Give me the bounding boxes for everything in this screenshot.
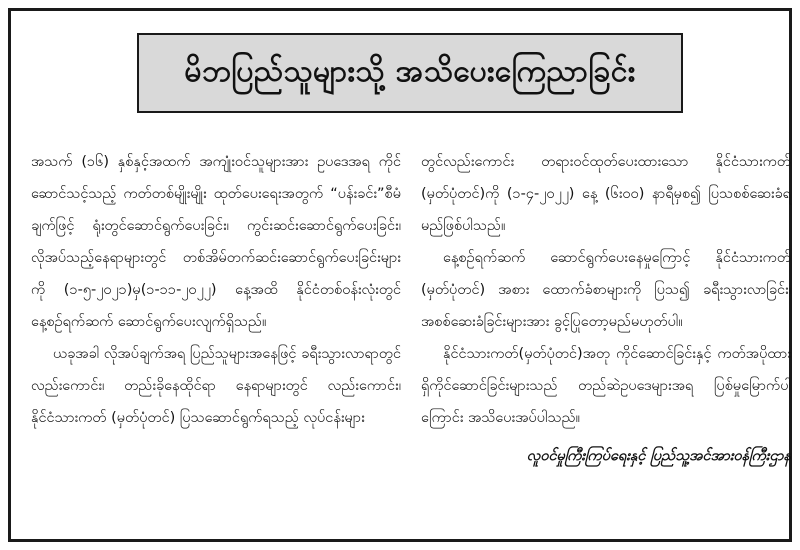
issuer-signature: လူဝင်မှုကြီးကြပ်ရေးနှင့် ပြည်သူ့အင်အားဝန်ကြီးဌာန — [526, 448, 791, 464]
title-box — [137, 33, 683, 113]
paragraph: ယခုအခါ လိုအပ်ချက်အရ ပြည်သူများအနေဖြင့် ခရီးသွားလာရာတွင် လည်းကောင်း၊ တည်းခိုနေထိုင်ရာ နေရာများတွင် လည်းကောင်း၊ နိုင်ငံသားကတ် (မှတ်ပုံတင်) ပြသဆောင်ရွက်ရသည့် လုပ်ငန်းများ — [31, 346, 401, 426]
paragraph: နေ့စဉ်ရက်ဆက် ဆောင်ရွက်ပေးနေမှုကြောင့် နိုင်ငံသားကတ် (မှတ်ပုံတင်) အစား ထောက်ခံစာများကို ပြသ၍ ခရီးသွားလာခြင်း၊ အစစ်ဆေးခံခြင်းများအား ခွင့်ပြုတော့မည်မဟုတ်ပါ။ — [421, 250, 791, 330]
announcement-title: မိဘပြည်သူများသို့ အသိပေးကြေညာခြင်း — [184, 53, 636, 89]
paragraph: နိုင်ငံသားကတ်(မှတ်ပုံတင်)အတု ကိုင်ဆောင်ခြင်းနှင့် ကတ်အပိုထားရှိကိုင်ဆောင်ခြင်းများသည် တည်ဆဲဥပဒေများအရ ပြစ်မှုမြောက်ပါကြောင်း အသိပေးအပ်ပါသည်။ — [421, 346, 791, 426]
announcement-frame — [8, 8, 792, 542]
paragraph: တွင်လည်းကောင်း တရားဝင်ထုတ်ပေးထားသော နိုင်ငံသားကတ် (မှတ်ပုံတင်)ကို (၁-၄-၂၀၂၂) နေ့ (၆း၀၀) နာရီမှစ၍ ပြသစစ်ဆေးခံရမည်ဖြစ်ပါသည်။ — [421, 154, 791, 234]
body-columns — [31, 146, 791, 536]
right-column — [421, 146, 791, 536]
left-column — [31, 146, 401, 536]
paragraph: အသက် (၁၆) နှစ်နှင့်အထက် အကျုံးဝင်သူများအား ဥပဒေအရ ကိုင်ဆောင်သင့်သည့် ကတ်တစ်မျိုးမျိုး ထုတ်ပေးရေးအတွက် “ပန်းခင်း”စီမံချက်ဖြင့် ရုံးတွင်ဆောင်ရွက်ပေးခြင်း၊ ကွင်းဆင်းဆောင်ရွက်ပေးခြင်း၊ လိုအပ်သည့်နေရာများတွင် တစ်အိမ်တက်ဆင်းဆောင်ရွက်ပေးခြင်းများကို (၁-၅-၂၀၂၁)မှ(၁-၁၁-၂၀၂၂) နေ့အထိ နိုင်ငံတစ်ဝန်းလုံးတွင် နေ့စဉ်ရက်ဆက် ဆောင်ရွက်ပေးလျက်ရှိသည်။ — [31, 154, 401, 330]
